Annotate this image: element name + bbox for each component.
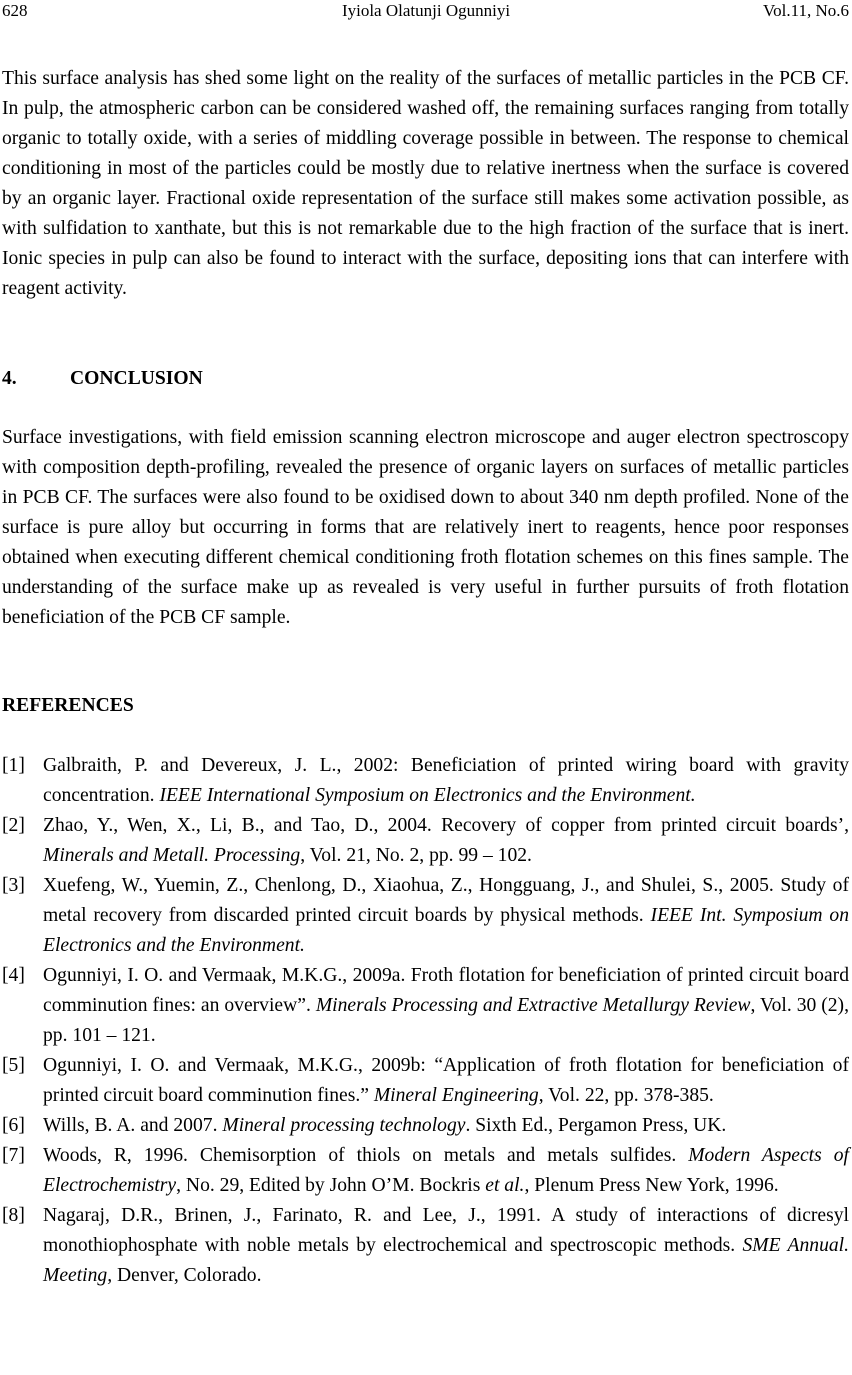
reference-item <box>2 1051 849 1111</box>
reference-item <box>2 1201 849 1291</box>
reference-et-al: et al. <box>485 1175 525 1196</box>
reference-source: Modern Aspects of Electrochemistry <box>43 1145 849 1196</box>
reference-item <box>2 1111 849 1141</box>
running-header <box>0 0 852 22</box>
reference-source: IEEE Int. Symposium on Electronics and the Environment. <box>43 905 849 956</box>
body-paragraph: This surface analysis has shed some light on the reality of the surfaces of metallic particles in the PCB CF. In pulp, the atmospheric carbon can be considered washed off, the remaining surfaces ranging from totally organic to totally oxide, with a series of middling coverage possible in between. The response to chemical conditioning in most of the particles could be mostly due to relative inertness when the surface is covered by an organic layer. Fractional oxide representation of the surface still makes some activation possible, as with sulfidation to xanthate, but this is not remarkable due to the high fraction of the surface that is inert. Ionic species in pulp can also be found to interact with the surface, depositing ions that can interfere with reagent activity. <box>2 68 849 299</box>
reference-text: Galbraith, P. and Devereux, J. L., 2002: Beneficiation of printed wiring board with gravity concentration. <box>43 755 849 806</box>
reference-source: SME Annual. Meeting, <box>43 1235 850 1286</box>
reference-number: [7] <box>2 1145 25 1166</box>
reference-text: Zhao, Y., Wen, X., Li, B., and Tao, D., 2004. Recovery of copper from printed circuit boards’, <box>43 815 849 836</box>
reference-details: , No. 29, Edited by John O’M. Bockris <box>176 1175 486 1196</box>
header-author: Iyiola Olatunji Ogunniyi <box>341 1 511 20</box>
reference-item <box>2 961 849 1051</box>
reference-details: , Vol. 22, pp. 378-385. <box>538 1085 714 1106</box>
reference-source: Minerals and Metall. Processing <box>43 845 301 866</box>
reference-number: [4] <box>2 965 25 986</box>
section-number: 4. <box>2 368 17 389</box>
reference-text: Ogunniyi, I. O. and Vermaak, M.K.G., 2009a. Froth flotation for beneficiation of printed circuit board comminution fines: an overview”. <box>43 965 849 1016</box>
reference-text: Ogunniyi, I. O. and Vermaak, M.K.G., 2009b: “Application of froth flotation for beneficiation of printed circuit board comminution fines.” <box>43 1055 849 1106</box>
reference-item <box>2 751 849 811</box>
reference-item <box>2 1141 849 1201</box>
header-volume: Vol.11, No.6 <box>763 1 849 20</box>
section-heading-conclusion <box>2 364 203 394</box>
reference-number: [8] <box>2 1205 25 1226</box>
reference-text: Wills, B. A. and 2007. <box>43 1115 223 1136</box>
reference-source: IEEE International Symposium on Electronics and the Environment. <box>159 785 696 806</box>
reference-number: [5] <box>2 1055 25 1076</box>
reference-details: , Vol. 21, No. 2, pp. 99 – 102. <box>300 845 532 866</box>
reference-item <box>2 871 849 961</box>
references-heading: REFERENCES <box>2 695 134 716</box>
conclusion-paragraph: Surface investigations, with field emission scanning electron microscope and auger electron spectroscopy with composition depth-profiling, revealed the presence of organic layers on surfaces of metallic particles in PCB CF. The surfaces were also found to be oxidised down to about 340 nm depth profiled. None of the surface is pure alloy but occurring in forms that are relatively inert to reagents, hence poor responses obtained when executing different chemical conditioning froth flotation schemes on this fines sample. The understanding of the surface make up as revealed is very useful in further pursuits of froth flotation beneficiation of the PCB CF sample. <box>2 427 849 628</box>
reference-details: Denver, Colorado. <box>112 1265 262 1286</box>
reference-text: Xuefeng, W., Yuemin, Z., Chenlong, D., Xiaohua, Z., Hongguang, J., and Shulei, S., 2005. Study of metal recovery from discarded printed circuit boards by physical methods. <box>43 875 849 926</box>
reference-details: , Vol. 30 (2), pp. 101 – 121. <box>43 995 849 1046</box>
reference-number: [1] <box>2 755 25 776</box>
reference-source: Mineral processing technology <box>222 1115 466 1136</box>
reference-list <box>2 751 849 1291</box>
reference-details-end: , Plenum Press New York, 1996. <box>524 1175 779 1196</box>
reference-source: Minerals Processing and Extractive Metallurgy Review <box>315 995 751 1016</box>
reference-text: Woods, R, 1996. Chemisorption of thiols on metals and metals sulfides. <box>43 1145 689 1166</box>
section-title: CONCLUSION <box>70 368 203 389</box>
reference-text: Nagaraj, D.R., Brinen, J., Farinato, R. and Lee, J., 1991. A study of interactions of dicresyl monothiophosphate with noble metals by electrochemical and spectroscopic methods. <box>43 1205 849 1256</box>
reference-source: Mineral Engineering <box>373 1085 539 1106</box>
reference-item <box>2 811 849 871</box>
reference-number: [3] <box>2 875 25 896</box>
reference-number: [2] <box>2 815 25 836</box>
reference-number: [6] <box>2 1115 25 1136</box>
reference-details: . Sixth Ed., Pergamon Press, UK. <box>465 1115 727 1136</box>
page-number: 628 <box>2 1 28 20</box>
